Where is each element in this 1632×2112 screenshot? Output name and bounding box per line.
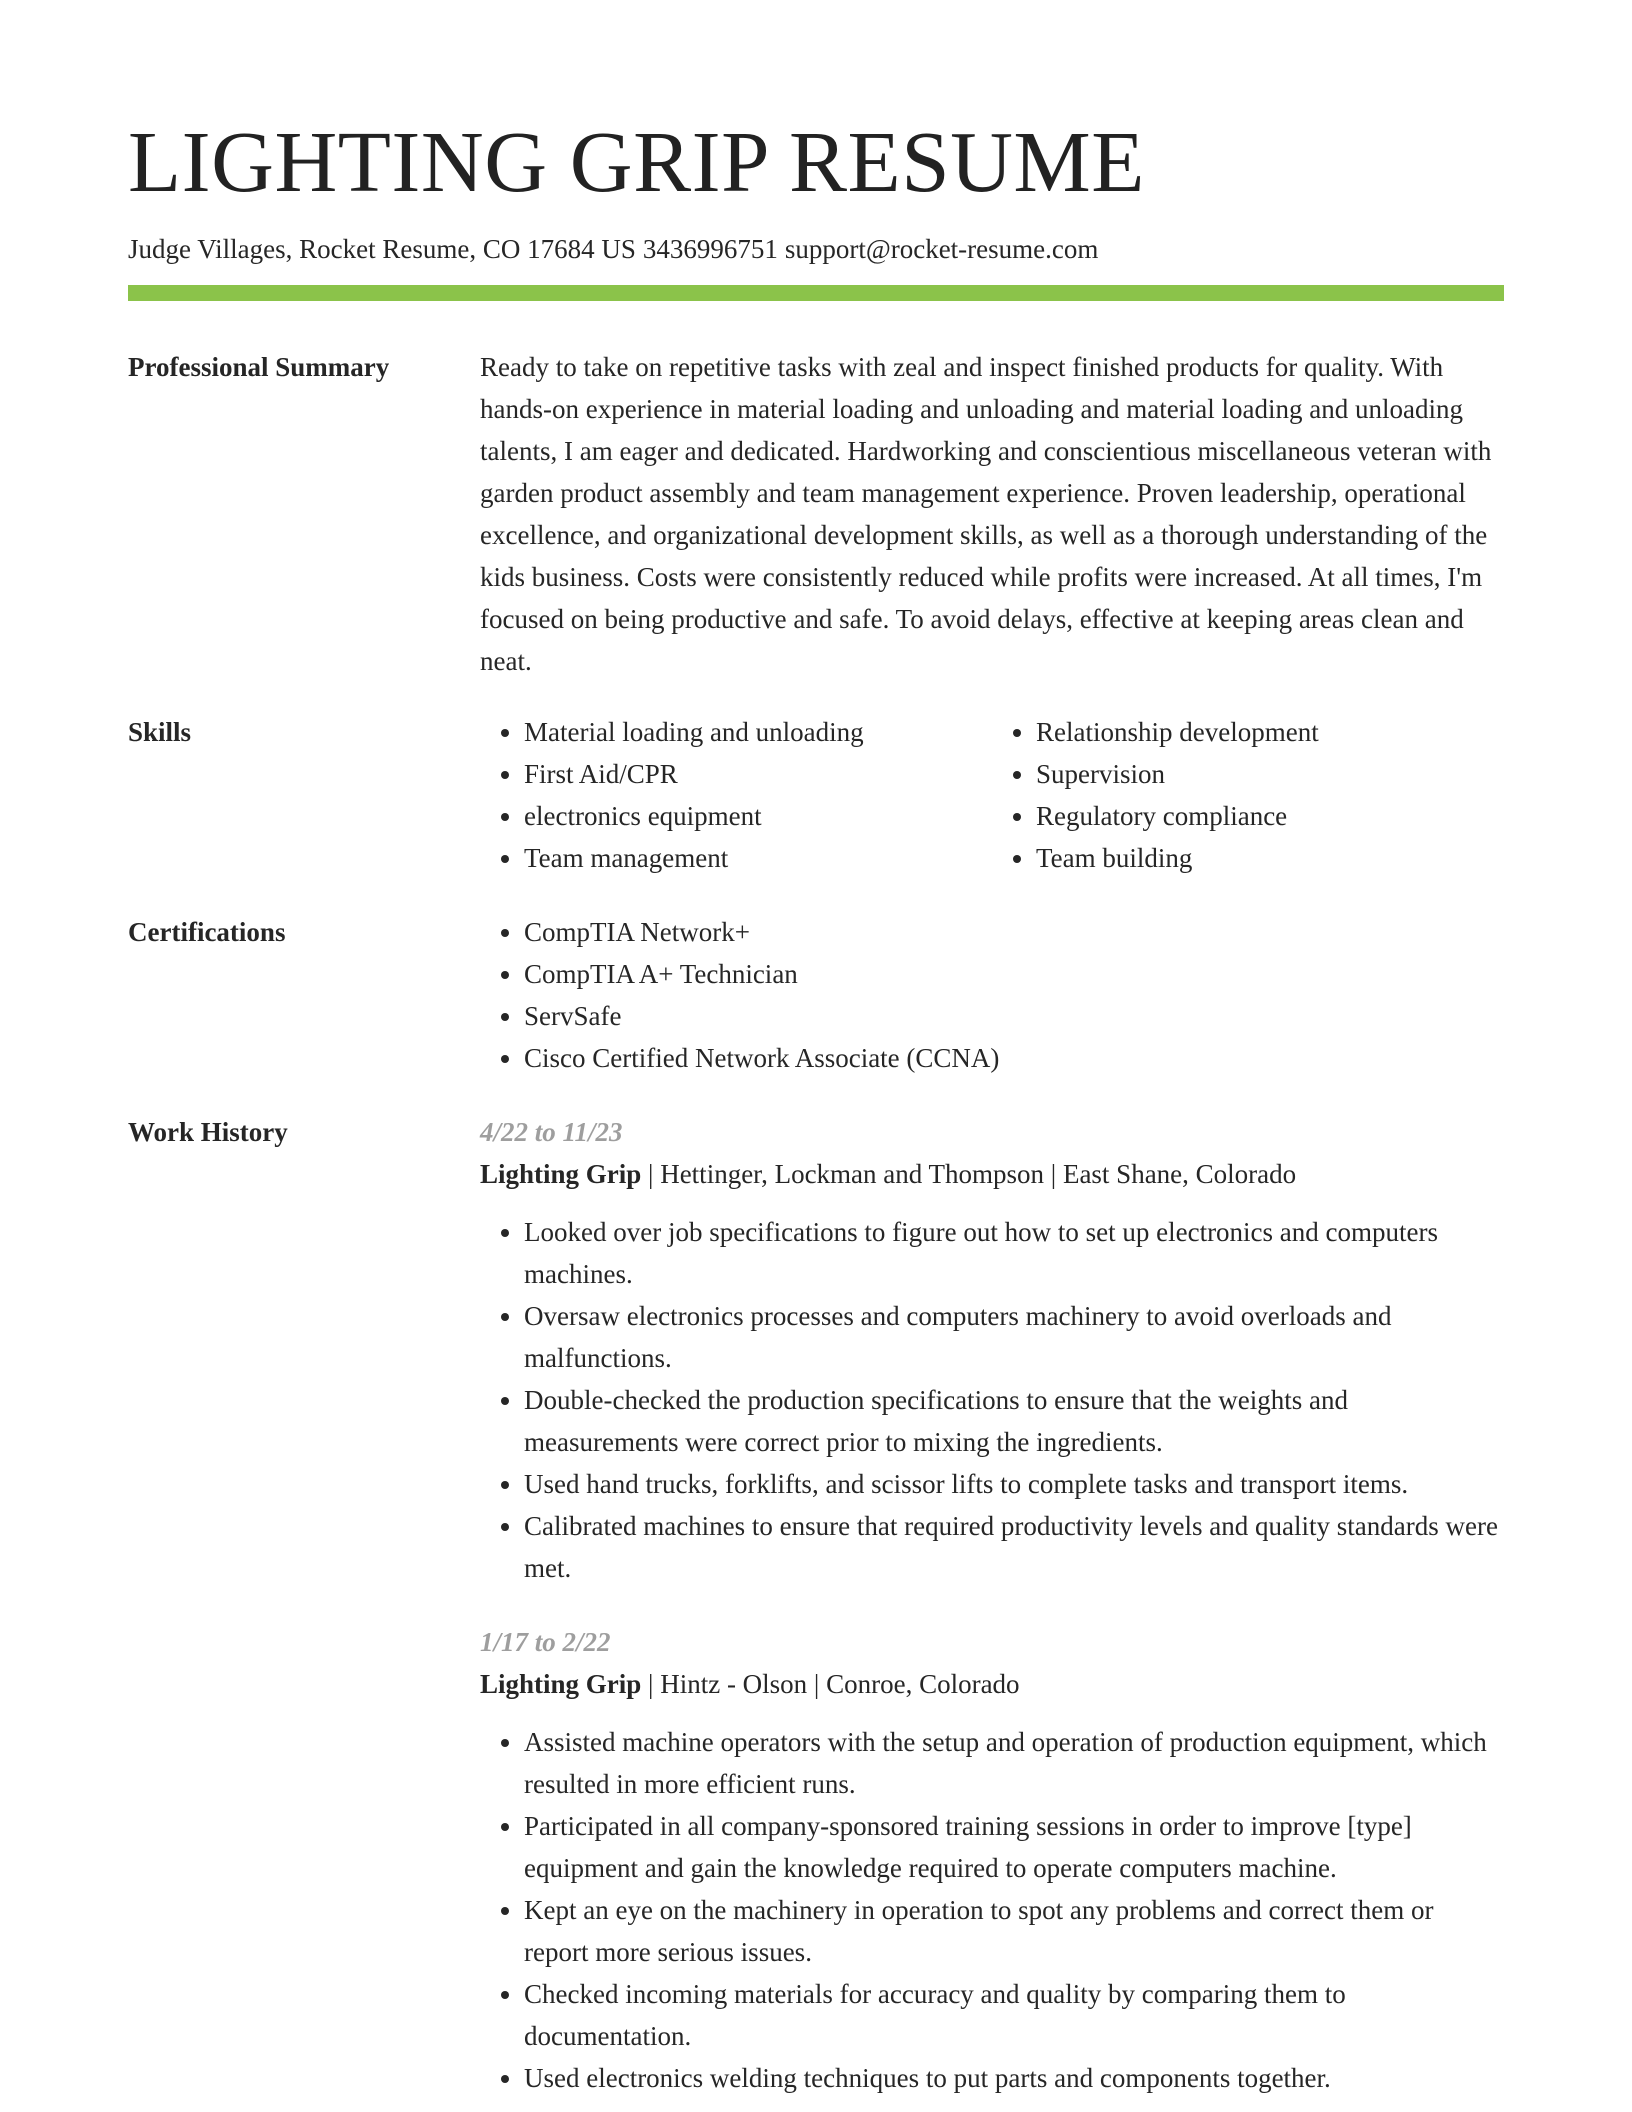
contact-email: support@rocket-resume.com [784,234,1099,264]
certification-item: • CompTIA A+ Technician [524,953,1504,995]
contact-phone: 3436996751 [642,234,778,264]
job-bullet: • Checked incoming materials for accuracy and quality by comparing them to documentation. [524,1973,1504,2057]
job-bullet: • Oversaw electronics processes and computers machinery to avoid overloads and malfunctions. [524,1295,1504,1379]
job-bullet: • Looked over job specifications to figure out how to set up electronics and computers machines. [524,1211,1504,1295]
contact-line [128,232,1098,266]
job-heading [480,1663,1504,1705]
job-details: | Hintz - Olson | Conroe, Colorado [648,1669,1020,1699]
work-history-label: Work History [128,1117,288,1147]
certification-item: • Cisco Certified Network Associate (CCNA) [524,1037,1504,1079]
certifications-list [480,911,1504,1079]
job-bullets [480,1721,1504,2099]
skills-column-2 [992,711,1504,879]
job-bullet: • Used hand trucks, forklifts, and scissor lifts to complete tasks and transport items. [524,1463,1504,1505]
certifications-body [480,911,1504,1079]
job-bullet: • Assisted machine operators with the setup and operation of production equipment, which resulted in more efficient runs. [524,1721,1504,1805]
job-bullets [480,1211,1504,1589]
skills-column-1 [480,711,992,879]
job-heading [480,1153,1504,1195]
job-details: | Hettinger, Lockman and Thompson | East Shane, Colorado [648,1159,1297,1189]
skill-item: • electronics equipment [524,795,992,837]
job-bullet: • Calibrated machines to ensure that required productivity levels and quality standards were met. [524,1505,1504,1589]
skill-item: • Team management [524,837,992,879]
job-bullet: • Kept an eye on the machinery in operation to spot any problems and correct them or report more serious issues. [524,1889,1504,1973]
header-divider [128,285,1504,301]
summary-label: Professional Summary [128,352,390,382]
certifications-label: Certifications [128,917,286,947]
job-title: Lighting Grip [480,1159,642,1189]
skills-label: Skills [128,717,192,747]
skill-item: • Relationship development [1036,711,1504,753]
certification-item: • ServSafe [524,995,1504,1037]
contact-address: Judge Villages, Rocket Resume, CO 17684 US [128,234,636,264]
job-entry [480,1111,1504,1589]
work-history-body [480,1111,1504,2099]
skill-item: • Material loading and unloading [524,711,992,753]
skill-item: • Team building [1036,837,1504,879]
skill-item: • Supervision [1036,753,1504,795]
job-bullet: • Participated in all company-sponsored training sessions in order to improve [type] equipment and gain the knowledge required to operate computers machine. [524,1805,1504,1889]
summary-body [480,346,1504,682]
skill-item: • Regulatory compliance [1036,795,1504,837]
job-bullet: • Double-checked the production specifications to ensure that the weights and measurements were correct prior to mixing the ingredients. [524,1379,1504,1463]
job-entry [480,1621,1504,2099]
skills-body [480,711,1504,879]
certification-item: • CompTIA Network+ [524,911,1504,953]
resume-title: LIGHTING GRIP RESUME [128,113,1145,210]
skill-item: • First Aid/CPR [524,753,992,795]
job-bullet: • Used electronics welding techniques to put parts and components together. [524,2057,1504,2099]
summary-text: Ready to take on repetitive tasks with zeal and inspect finished products for quality. With hands-on experience in material loading and unloading and material loading and unloading talents, I am eager and dedicated. Hardworking and conscientious miscellaneous veteran with garden product assembly and team management experience. Proven leadership, operational excellence, and organizational development skills, as well as a thorough understanding of the kids business. Costs were consistently reduced while profits were increased. At all times, I'm focused on being productive and safe. To avoid delays, effective at keeping areas clean and neat. [480,352,1492,676]
job-dates: 4/22 to 11/23 [480,1117,623,1147]
job-title: Lighting Grip [480,1669,642,1699]
job-dates: 1/17 to 2/22 [480,1627,611,1657]
